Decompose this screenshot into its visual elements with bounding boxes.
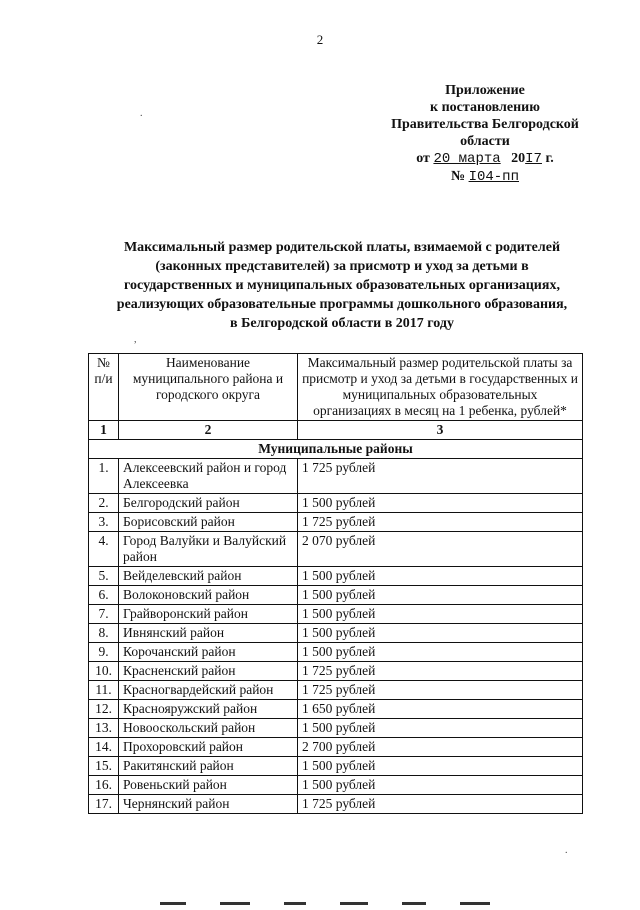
row-number: 2.: [89, 494, 119, 513]
district-name: Новооскольский район: [119, 719, 298, 738]
row-number: 6.: [89, 586, 119, 605]
table-row: [89, 681, 583, 700]
row-number: 9.: [89, 643, 119, 662]
document-title: [72, 238, 612, 333]
table-row: [89, 567, 583, 586]
district-name: Ракитянский район: [119, 757, 298, 776]
title-line-3: государственных и муниципальных образовательных организациях,: [124, 278, 560, 293]
table-row: [89, 719, 583, 738]
district-name: Ровеньский район: [119, 776, 298, 795]
row-number: 3.: [89, 513, 119, 532]
table-row: [89, 757, 583, 776]
appendix-date: [380, 150, 590, 168]
district-name: Чернянский район: [119, 795, 298, 814]
title-line-5: в Белгородской области в 2017 году: [230, 316, 454, 331]
appendix-line-1: Приложение: [445, 83, 525, 98]
row-number: 16.: [89, 776, 119, 795]
fee-value: 1 725 рублей: [298, 681, 583, 700]
table-row: [89, 605, 583, 624]
scan-speck: .: [565, 845, 568, 856]
table-row: [89, 643, 583, 662]
index-cell-1: 1: [89, 421, 119, 440]
row-number: 13.: [89, 719, 119, 738]
header-fee: Максимальный размер родительской платы за присмотр и уход за детьми в государственных и муниципальных образовательных организациях в месяц на 1 ребенка, рублей*: [298, 354, 583, 421]
table-row: [89, 513, 583, 532]
index-cell-2: 2: [119, 421, 298, 440]
date-prefix: от: [416, 151, 430, 166]
row-number: 15.: [89, 757, 119, 776]
fee-value: 2 070 рублей: [298, 532, 583, 567]
row-number: 17.: [89, 795, 119, 814]
district-name: Краснояружский район: [119, 700, 298, 719]
fee-value: 1 500 рублей: [298, 605, 583, 624]
district-name: Волоконовский район: [119, 586, 298, 605]
table-row: [89, 586, 583, 605]
table-row: [89, 624, 583, 643]
appendix-line-3: Правительства Белгородской: [391, 117, 579, 132]
appendix-number: [380, 168, 590, 186]
fee-value: 1 500 рублей: [298, 643, 583, 662]
scan-footer-marks: [160, 892, 600, 900]
fee-value: 1 725 рублей: [298, 459, 583, 494]
fee-value: 1 725 рублей: [298, 513, 583, 532]
district-name: Грайворонский район: [119, 605, 298, 624]
scan-speck: ,: [134, 334, 137, 345]
table-row: [89, 662, 583, 681]
number-prefix: №: [451, 169, 466, 184]
district-name: Вейделевский район: [119, 567, 298, 586]
row-number: 7.: [89, 605, 119, 624]
year-handwritten: I7: [525, 151, 542, 167]
fee-value: 2 700 рублей: [298, 738, 583, 757]
district-name: Белгородский район: [119, 494, 298, 513]
table-index-row: [89, 421, 583, 440]
title-line-1: Максимальный размер родительской платы, взимаемой с родителей: [123, 240, 561, 255]
fee-value: 1 725 рублей: [298, 662, 583, 681]
header-number: № п/и: [89, 354, 119, 421]
district-name: Красненский район: [119, 662, 298, 681]
table-row: [89, 459, 583, 494]
number-value: I04-пп: [468, 169, 519, 185]
fee-value: 1 500 рублей: [298, 586, 583, 605]
district-name: Алексеевский район и город Алексеевка: [119, 459, 298, 494]
appendix-line-4: области: [460, 134, 510, 149]
table-row: [89, 700, 583, 719]
fee-value: 1 650 рублей: [298, 700, 583, 719]
fee-value: 1 500 рублей: [298, 494, 583, 513]
fee-value: 1 500 рублей: [298, 719, 583, 738]
scan-speck: .: [140, 108, 143, 119]
fee-table: [88, 353, 583, 814]
year-suffix: г.: [545, 151, 554, 166]
section-row: [89, 440, 583, 459]
fee-value: 1 500 рублей: [298, 776, 583, 795]
fee-value: 1 500 рублей: [298, 567, 583, 586]
row-number: 10.: [89, 662, 119, 681]
table-header-row: [89, 354, 583, 421]
district-name: Красногвардейский район: [119, 681, 298, 700]
index-cell-3: 3: [298, 421, 583, 440]
district-name: Прохоровский район: [119, 738, 298, 757]
fee-value: 1 725 рублей: [298, 795, 583, 814]
header-district: Наименование муниципального района и городского округа: [119, 354, 298, 421]
year-prefix: 20: [511, 151, 526, 166]
table-row: [89, 738, 583, 757]
appendix-line-2: к постановлению: [430, 100, 540, 115]
district-name: Корочанский район: [119, 643, 298, 662]
row-number: 8.: [89, 624, 119, 643]
title-line-4: реализующих образовательные программы дошкольного образования,: [116, 297, 568, 312]
section-title: Муниципальные районы: [89, 440, 583, 459]
table-row: [89, 776, 583, 795]
appendix-block: [380, 82, 590, 186]
page-number: 2: [316, 32, 324, 47]
district-name: Борисовский район: [119, 513, 298, 532]
fee-value: 1 500 рублей: [298, 757, 583, 776]
row-number: 4.: [89, 532, 119, 567]
row-number: 14.: [89, 738, 119, 757]
table-row: [89, 532, 583, 567]
fee-value: 1 500 рублей: [298, 624, 583, 643]
table-body: [89, 459, 583, 814]
row-number: 11.: [89, 681, 119, 700]
district-name: Город Валуйки и Валуйский район: [119, 532, 298, 567]
row-number: 12.: [89, 700, 119, 719]
row-number: 5.: [89, 567, 119, 586]
table-row: [89, 795, 583, 814]
row-number: 1.: [89, 459, 119, 494]
table-row: [89, 494, 583, 513]
date-value: 20 марта: [433, 151, 501, 167]
district-name: Ивнянский район: [119, 624, 298, 643]
title-line-2: (законных представителей) за присмотр и уход за детьми в: [155, 259, 529, 274]
